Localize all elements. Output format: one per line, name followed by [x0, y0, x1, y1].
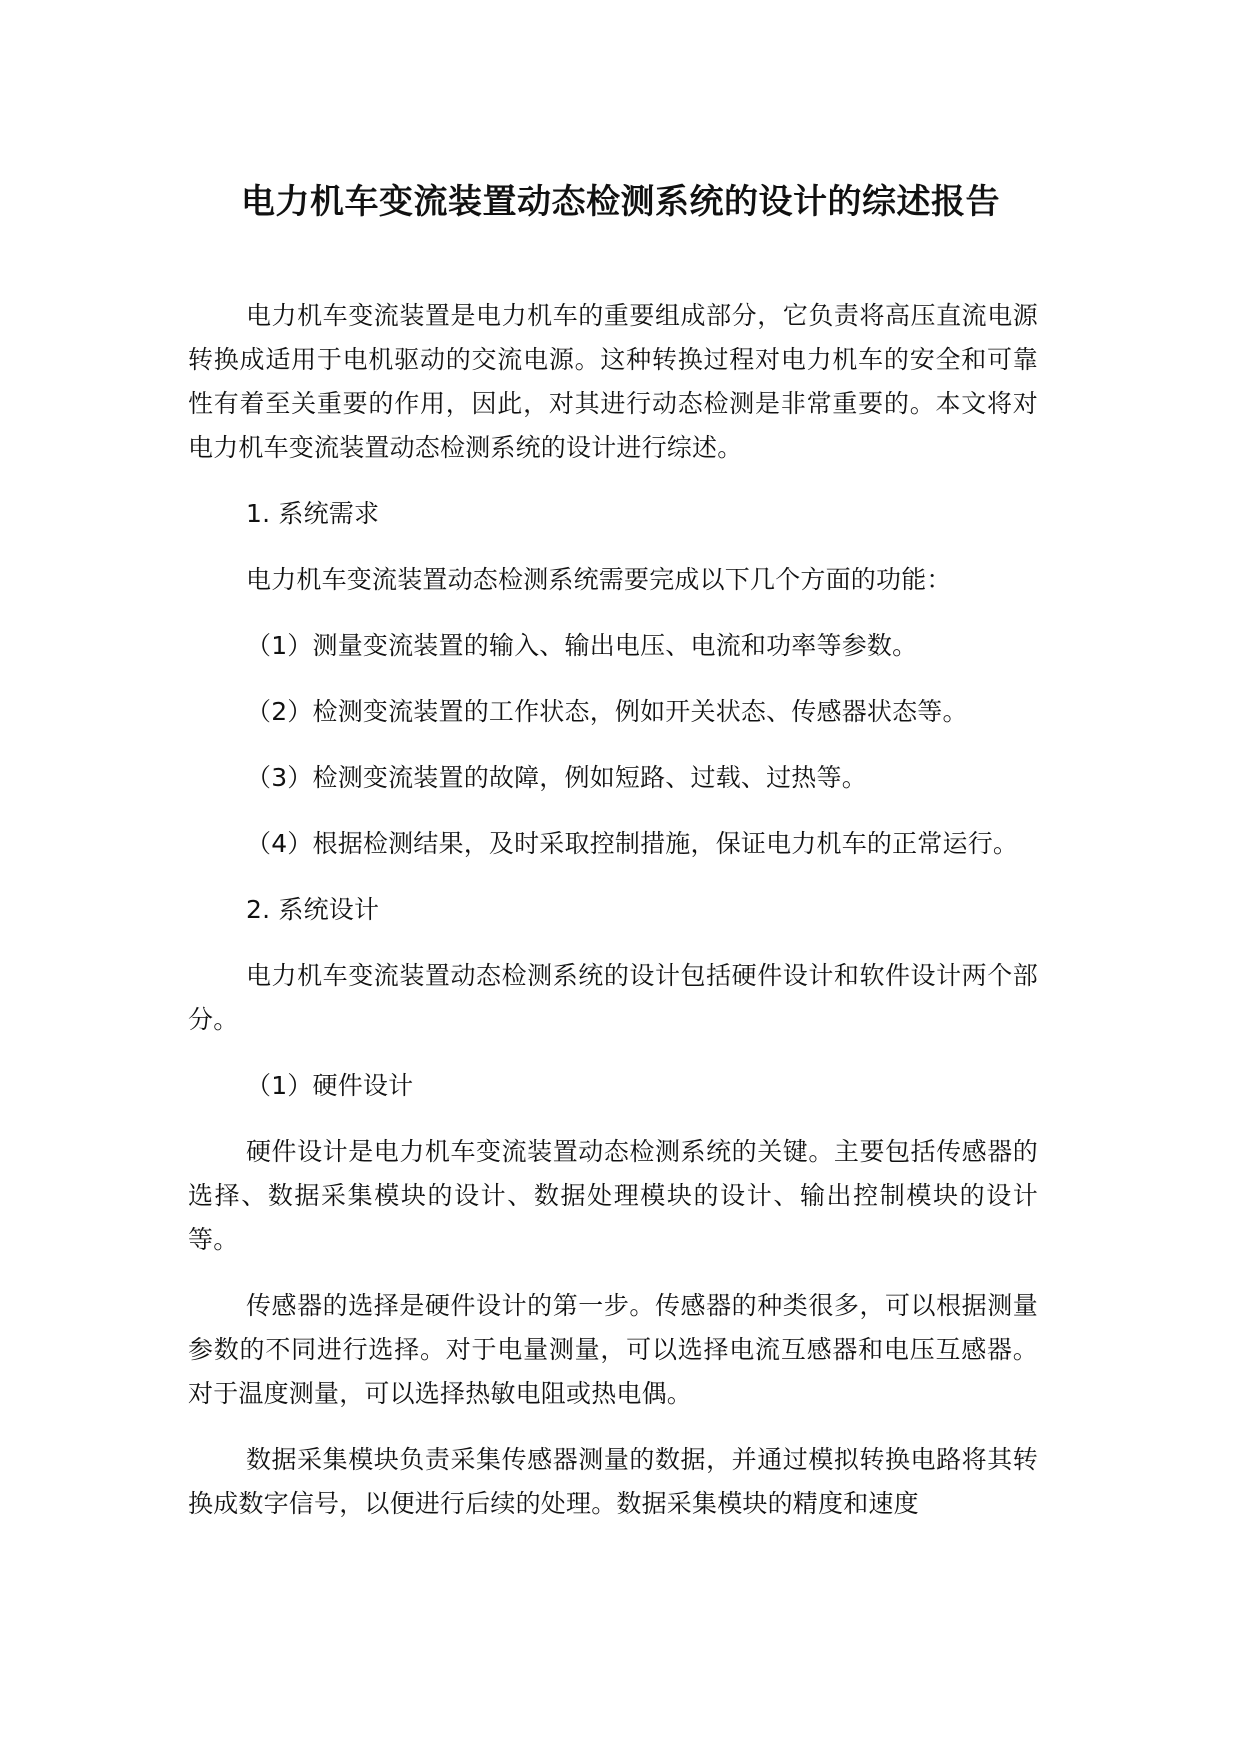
list-item-requirement-2: （2）检测变流装置的工作状态，例如开关状态、传感器状态等。 — [246, 697, 968, 726]
document-title: 电力机车变流装置动态检测系统的设计的综述报告 — [241, 182, 1000, 222]
paragraph-hardware-design: 硬件设计是电力机车变流装置动态检测系统的关键。主要包括传感器的选择、数据采集模块的设计、数据处理模块的设计、输出控制模块的设计等。 — [188, 1137, 1038, 1254]
list-item-requirement-3: （3）检测变流装置的故障，例如短路、过载、过热等。 — [246, 763, 867, 792]
paragraph-sensor-selection: 传感器的选择是硬件设计的第一步。传感器的种类很多，可以根据测量参数的不同进行选择。对于电量测量，可以选择电流互感器和电压互感器。对于温度测量，可以选择热敏电阻或热电偶。 — [188, 1291, 1038, 1408]
paragraph-design-intro: 电力机车变流装置动态检测系统的设计包括硬件设计和软件设计两个部分。 — [188, 961, 1038, 1034]
paragraph-intro: 电力机车变流装置是电力机车的重要组成部分，它负责将高压直流电源转换成适用于电机驱动的交流电源。这种转换过程对电力机车的安全和可靠性有着至关重要的作用，因此，对其进行动态检测是非常重要的。本文将对电力机车变流装置动态检测系统的设计进行综述。 — [188, 301, 1038, 462]
list-item-requirement-4: （4）根据检测结果，及时采取控制措施，保证电力机车的正常运行。 — [246, 829, 1019, 858]
section-heading-design: 2. 系统设计 — [246, 895, 380, 924]
paragraph-data-acquisition: 数据采集模块负责采集传感器测量的数据，并通过模拟转换电路将其转换成数字信号，以便进行后续的处理。数据采集模块的精度和速度 — [188, 1445, 1038, 1518]
list-item-requirement-1: （1）测量变流装置的输入、输出电压、电流和功率等参数。 — [246, 631, 918, 660]
document-body — [188, 294, 1038, 1526]
section-heading-requirements: 1. 系统需求 — [246, 499, 380, 528]
paragraph-requirements-intro: 电力机车变流装置动态检测系统需要完成以下几个方面的功能： — [246, 565, 952, 594]
subsection-heading-hardware: （1）硬件设计 — [246, 1071, 414, 1100]
